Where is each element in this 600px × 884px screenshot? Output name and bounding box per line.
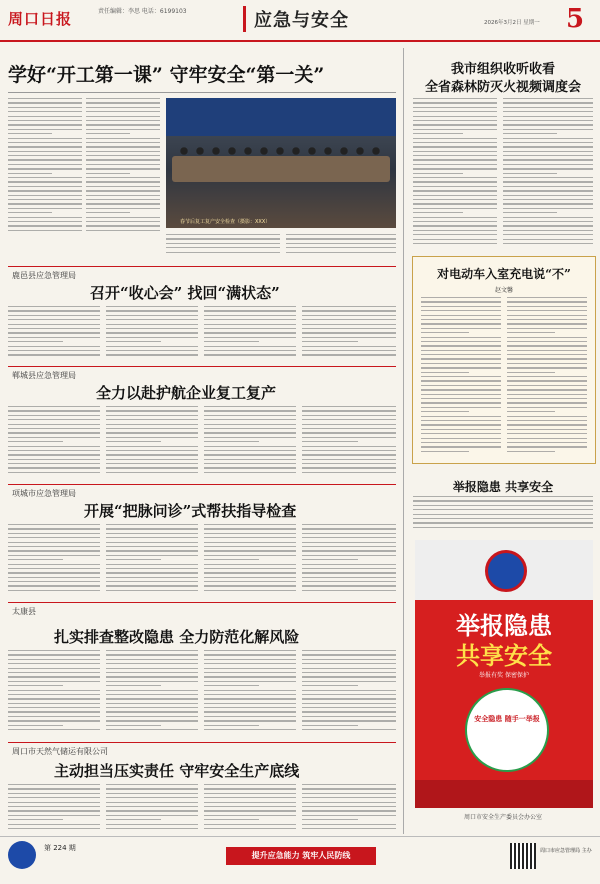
footer-note: 周口市应急管理局 主办 bbox=[540, 848, 592, 854]
report-poster bbox=[415, 540, 593, 808]
county5-headline: 主动担当压实责任 守牢安全生产底线 bbox=[54, 762, 300, 780]
county2-col1 bbox=[8, 406, 100, 478]
seal-icon bbox=[465, 688, 549, 772]
editor-info: 责任编辑：李思 电话：6199103 bbox=[98, 8, 187, 15]
commentary-author: 赵文馨 bbox=[494, 287, 513, 294]
county2-col4 bbox=[302, 406, 396, 478]
page-header bbox=[0, 0, 600, 42]
county1-col2 bbox=[106, 306, 198, 360]
photo-caption: 春节后复工复产安全检查（摄影：XXX） bbox=[180, 219, 271, 225]
county3-col3 bbox=[204, 524, 296, 596]
qr-code-icon bbox=[510, 843, 536, 869]
emblem-icon bbox=[485, 550, 527, 592]
county2-col3 bbox=[204, 406, 296, 478]
county2-headline: 全力以赴护航企业复工复产 bbox=[96, 384, 277, 402]
county4-col3 bbox=[204, 650, 296, 736]
county4-headline: 扎实排查整改隐患 全力防范化解风险 bbox=[54, 628, 300, 646]
county1-col1 bbox=[8, 306, 100, 360]
right-headline-line1: 我市组织收听收看 bbox=[450, 62, 555, 77]
right-body-col2 bbox=[503, 98, 593, 250]
county4-col2 bbox=[106, 650, 198, 736]
right-body-col1 bbox=[413, 98, 497, 250]
lead-headline: 学好“开工第一课” 守牢安全“第一关” bbox=[8, 64, 325, 86]
county5-col1 bbox=[8, 784, 100, 834]
lead-body-col1 bbox=[8, 98, 82, 238]
county2-col2 bbox=[106, 406, 198, 478]
page-footer bbox=[0, 836, 600, 884]
seal-text: 安全隐患 随手一举报 bbox=[474, 715, 540, 723]
county3-col1 bbox=[8, 524, 100, 596]
report-title: 举报隐患 共享安全 bbox=[452, 480, 554, 494]
page-number: 5 bbox=[566, 4, 585, 34]
county5-col3 bbox=[204, 784, 296, 834]
footer-issue: 第 224 期 bbox=[44, 844, 76, 852]
commentary-title: 对电动车入室充电说“不” bbox=[437, 267, 571, 281]
county1-label: 鹿邑县应急管理局 bbox=[12, 271, 76, 280]
county4-label: 太康县 bbox=[12, 607, 36, 616]
county5-col2 bbox=[106, 784, 198, 834]
poster-title2: 共享安全 bbox=[456, 641, 552, 670]
county3-col2 bbox=[106, 524, 198, 596]
lead-body-col4 bbox=[286, 234, 396, 260]
right-headline-line2: 全省森林防灭火视频调度会 bbox=[424, 80, 581, 95]
county5-col4 bbox=[302, 784, 396, 834]
lead-body-col3 bbox=[166, 234, 280, 260]
county1-col3 bbox=[204, 306, 296, 360]
commentary-box bbox=[412, 256, 596, 464]
newspaper-logo: 周口日报 bbox=[8, 10, 73, 28]
county2-label: 郸城县应急管理局 bbox=[12, 371, 76, 380]
footer-emblem-icon bbox=[8, 841, 36, 869]
county3-col4 bbox=[302, 524, 396, 596]
poster-sub: 举报有奖 保密保护 bbox=[479, 672, 529, 679]
commentary-col2 bbox=[507, 297, 587, 457]
county5-label: 周口市天然气储运有限公司 bbox=[12, 747, 108, 756]
report-org: 周口市安全生产委员会办公室 bbox=[463, 814, 542, 821]
county1-col4 bbox=[302, 306, 396, 360]
issue-date: 2026年3月2日 星期一 bbox=[484, 20, 540, 26]
county3-label: 项城市应急管理局 bbox=[12, 489, 76, 498]
report-body bbox=[413, 496, 593, 534]
footer-slogan: 提升应急能力 筑牢人民防线 bbox=[226, 847, 376, 865]
commentary-col1 bbox=[421, 297, 501, 457]
county1-headline: 召开“收心会” 找回“满状态” bbox=[90, 284, 280, 302]
county3-headline: 开展“把脉问诊”式帮扶指导检查 bbox=[84, 502, 297, 520]
county4-col1 bbox=[8, 650, 100, 736]
lead-photo bbox=[166, 98, 396, 228]
lead-body-col2 bbox=[86, 98, 160, 238]
county4-col4 bbox=[302, 650, 396, 736]
poster-title: 举报隐患 bbox=[456, 611, 552, 640]
section-title: 应急与安全 bbox=[243, 6, 349, 32]
